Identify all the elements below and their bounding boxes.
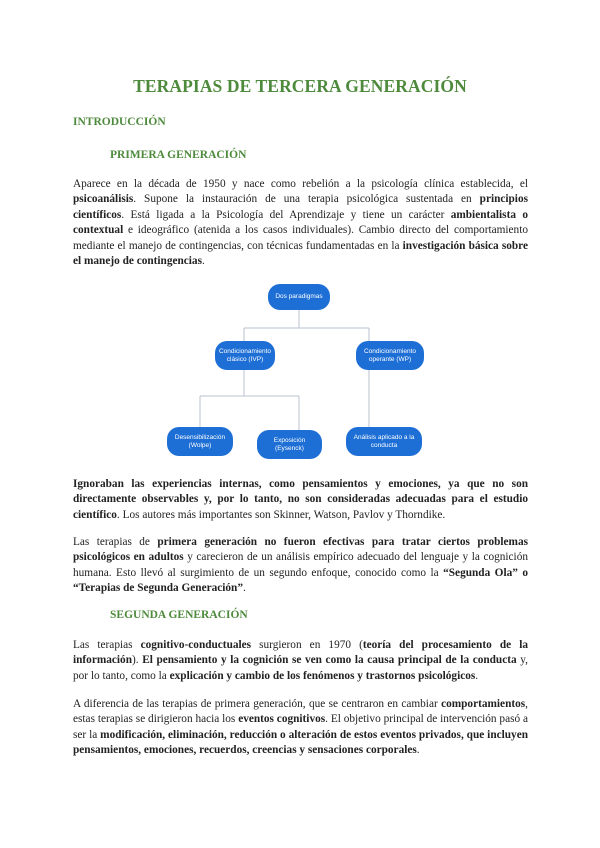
bold-span: explicación y cambio de los fenómenos y trastornos psicológicos <box>169 669 476 682</box>
bold-span: “Segunda Ola” o “Terapias de Segunda Generación” <box>73 566 528 595</box>
paragraph-experiencias-internas <box>73 477 528 523</box>
text-span: Las terapias de <box>73 536 158 548</box>
text-span: Las terapias <box>73 639 141 651</box>
node-desensibilizacion <box>167 427 233 456</box>
text-span: surgieron en 1970 ( <box>251 639 363 651</box>
text-span: . El objetivo principal de intervención pasó a ser la <box>73 713 528 741</box>
bold-span: ambientalista o contextual <box>73 208 528 237</box>
node-exposicion <box>257 430 322 459</box>
node-label: Desensibilización (Wolpe) <box>174 433 226 449</box>
text-span: . <box>201 255 205 268</box>
page-title: TERAPIAS DE TERCERA GENERACIÓN <box>133 76 467 96</box>
section-heading-segunda-generacion: SEGUNDA GENERACIÓN <box>110 609 248 621</box>
text-span: A diferencia de las terapias de primera generación, que se centraron en cambiar <box>73 698 442 710</box>
text-span: y carecieron de un análisis empírico adecuado del lenguaje y la cognición humana. Esto llevó al surgimiento de un segundo enfoque, conocido como la <box>73 551 528 579</box>
text-span: . <box>416 744 420 757</box>
node-condicionamiento-operante <box>356 341 424 370</box>
node-analisis-aplicado <box>346 427 422 456</box>
section-heading-introduccion: INTRODUCCIÓN <box>73 116 166 128</box>
text-span: y, por lo tanto, como la <box>73 654 528 682</box>
text-span: . Supone la instauración de una terapia psicológica sustentada en <box>133 193 480 206</box>
paragraph-primera-generacion <box>73 177 528 269</box>
bold-span: psicoanálisis <box>73 193 134 206</box>
node-label: Dos paradigmas <box>275 293 323 300</box>
text-span: . <box>243 582 246 595</box>
text-span: . Los autores más importantes son Skinner, Watson, Pavlov y Thorndike. <box>116 508 446 521</box>
paragraph-limitaciones <box>73 535 528 597</box>
bold-span: comportamientos <box>441 698 526 710</box>
node-label: Exposición (Eysenck) <box>273 436 306 452</box>
bold-span: cognitivo-conductuales <box>140 639 252 651</box>
bold-span: Ignoraban las experiencias internas, como pensamientos y emociones, ya que no son directamente observables y, por lo tanto, no son consideradas adecuadas para el estudio científico <box>73 478 528 521</box>
bold-span: primera generación no fueron efectivas para tratar ciertos problemas psicológicos en adultos <box>73 536 528 564</box>
paragraph-cognitivo-conductuales <box>73 638 528 684</box>
bold-span: teoría del procesamiento de la información <box>73 639 528 667</box>
text-span: . <box>475 669 479 682</box>
paragraph-eventos-cognitivos <box>73 697 528 759</box>
paradigms-diagram <box>160 278 440 463</box>
bold-span: El pensamiento y la cognición se ven como la causa principal de la conducta <box>142 654 517 667</box>
bold-span: principios científicos <box>73 193 528 221</box>
bold-span: investigación básica sobre el manejo de contingencias <box>73 239 528 268</box>
text-span: ). <box>132 654 143 667</box>
text-span: e ideográfico (atenida a los casos individuales). Cambio directo del comportamiento mediante el manejo de contingencias, con técnicas fundamentadas en la <box>73 224 528 252</box>
node-label: Condicionamiento clásico (IVP) <box>218 347 272 363</box>
text-span: . Está ligada a la Psicología del Aprendizaje y tiene un carácter <box>121 208 451 221</box>
section-heading-primera-generacion: PRIMERA GENERACIÓN <box>110 149 247 161</box>
node-label: Condicionamiento operante (WP) <box>363 347 417 363</box>
bold-span: modificación, eliminación, reducción o alteración de estos eventos privados, que incluyen pensamientos, emociones, recuerdos, creencias y sensaciones corporales <box>73 728 528 757</box>
node-condicionamiento-clasico <box>215 341 275 370</box>
node-dos-paradigmas <box>268 284 330 310</box>
bold-span: eventos cognitivos <box>238 713 326 726</box>
text-span: Aparece en la década de 1950 y nace como rebelión a la psicología clínica establecida, el <box>73 178 528 190</box>
text-span: , estas terapias se dirigieron hacia los <box>73 698 528 726</box>
node-label: Análisis aplicado a la conducta <box>353 433 415 449</box>
